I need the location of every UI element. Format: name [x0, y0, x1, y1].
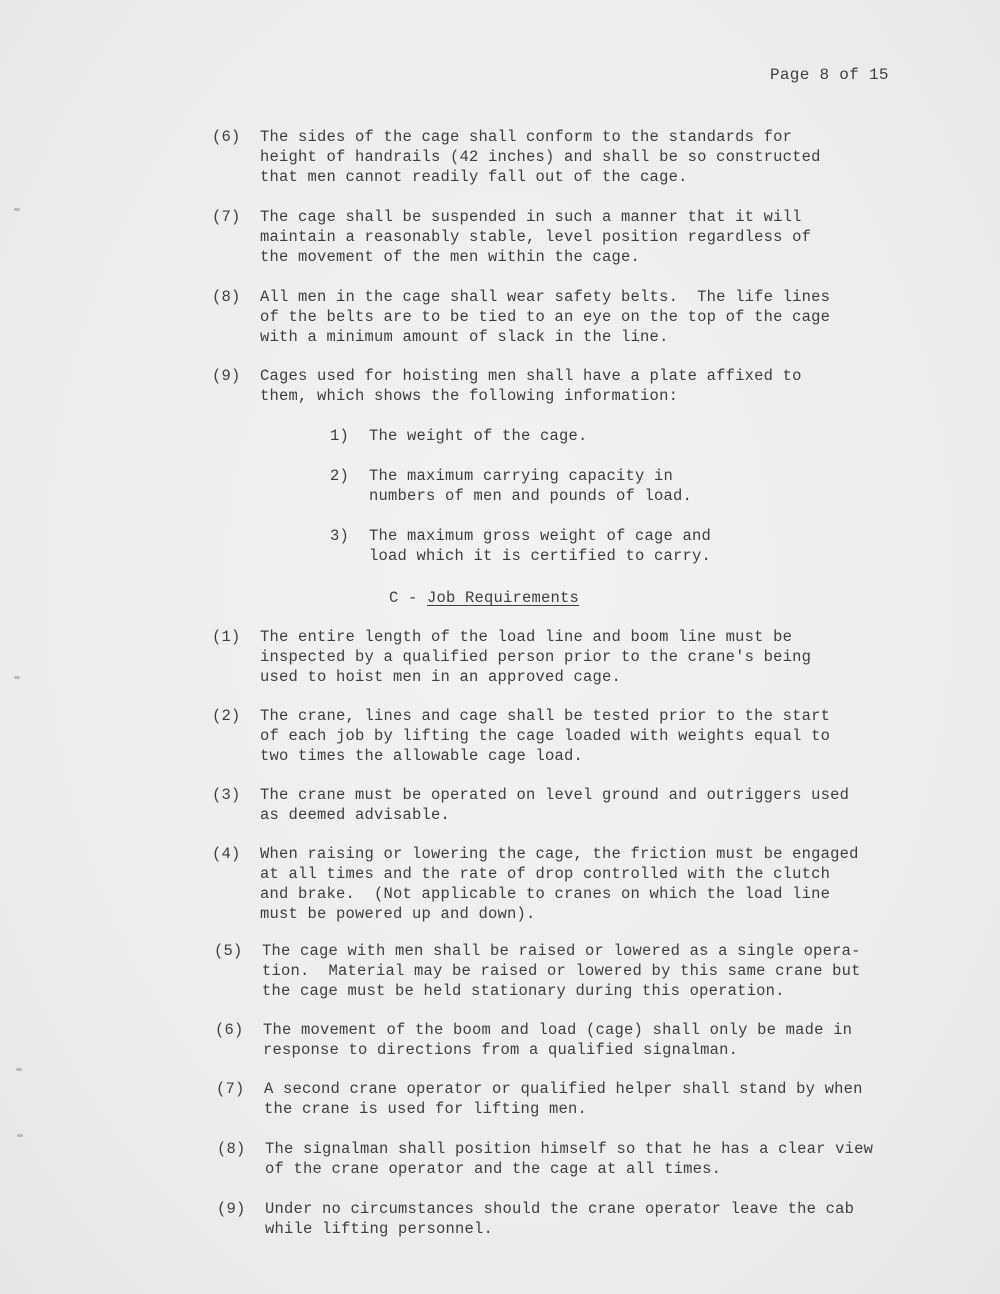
sub-item-text: The weight of the cage. — [369, 427, 588, 445]
scan-speck — [14, 676, 20, 679]
item-number: (6) — [212, 128, 241, 146]
section-title: Job Requirements — [427, 589, 580, 607]
item-number: (3) — [212, 786, 241, 804]
item-number: (7) — [212, 208, 241, 226]
sub-item-number: 2) — [330, 467, 350, 485]
item-number: (8) — [217, 1140, 246, 1158]
sub-item-number: 3) — [330, 527, 350, 545]
sub-item-number: 1) — [330, 427, 350, 445]
item-number: (9) — [212, 367, 241, 385]
item-text: The crane must be operated on level ground and outriggers used as deemed advisable. — [260, 786, 850, 824]
item-number: (7) — [216, 1080, 245, 1098]
item-number: (8) — [212, 288, 241, 306]
item-text: The crane, lines and cage shall be tested prior to the start of each job by lifting the cage loaded with weights equal to two times the allowable cage load. — [260, 707, 831, 765]
item-text: The cage with men shall be raised or lowered as a single opera- tion. Material may be raised or lowered by this same crane but the cage must be held stationary during this operation. — [262, 942, 861, 1000]
item-text: The movement of the boom and load (cage) shall only be made in response to directions from a qualified signalman. — [263, 1021, 853, 1059]
item-number: (2) — [212, 707, 241, 725]
section-heading — [389, 589, 579, 607]
scan-speck — [16, 1068, 22, 1071]
item-text: When raising or lowering the cage, the friction must be engaged at all times and the rate of drop controlled with the clutch and brake. (Not applicable to cranes on which the load line must be powered up and down). — [260, 845, 859, 923]
sub-item-text: The maximum gross weight of cage and load which it is certified to carry. — [369, 527, 712, 565]
item-text: A second crane operator or qualified helper shall stand by when the crane is used for lifting men. — [264, 1080, 863, 1118]
scan-speck — [14, 208, 20, 211]
item-text: The signalman shall position himself so that he has a clear view of the crane operator and the cage at all times. — [265, 1140, 874, 1178]
sub-item-text: The maximum carrying capacity in numbers of men and pounds of load. — [369, 467, 693, 505]
item-text: The entire length of the load line and boom line must be inspected by a qualified person prior to the crane's being used to hoist men in an approved cage. — [260, 628, 812, 686]
section-letter: C - — [389, 589, 428, 607]
item-number: (4) — [212, 845, 241, 863]
item-number: (6) — [215, 1021, 244, 1039]
scan-speck — [17, 1134, 23, 1137]
item-number: (9) — [217, 1200, 246, 1218]
item-number: (1) — [212, 628, 241, 646]
item-number: (5) — [214, 942, 243, 960]
item-text: All men in the cage shall wear safety belts. The life lines of the belts are to be tied to an eye on the top of the cage with a minimum amount of slack in the line. — [260, 288, 831, 346]
item-text: Cages used for hoisting men shall have a plate affixed to them, which shows the following information: — [260, 367, 802, 405]
item-text: The cage shall be suspended in such a manner that it will maintain a reasonably stable, level position regardless of the movement of the men within the cage. — [260, 208, 812, 266]
page-number: Page 8 of 15 — [770, 66, 889, 84]
item-text: The sides of the cage shall conform to the standards for height of handrails (42 inches) and shall be so constructed that men cannot readily fall out of the cage. — [260, 128, 821, 186]
item-text: Under no circumstances should the crane operator leave the cab while lifting personnel. — [265, 1200, 855, 1238]
